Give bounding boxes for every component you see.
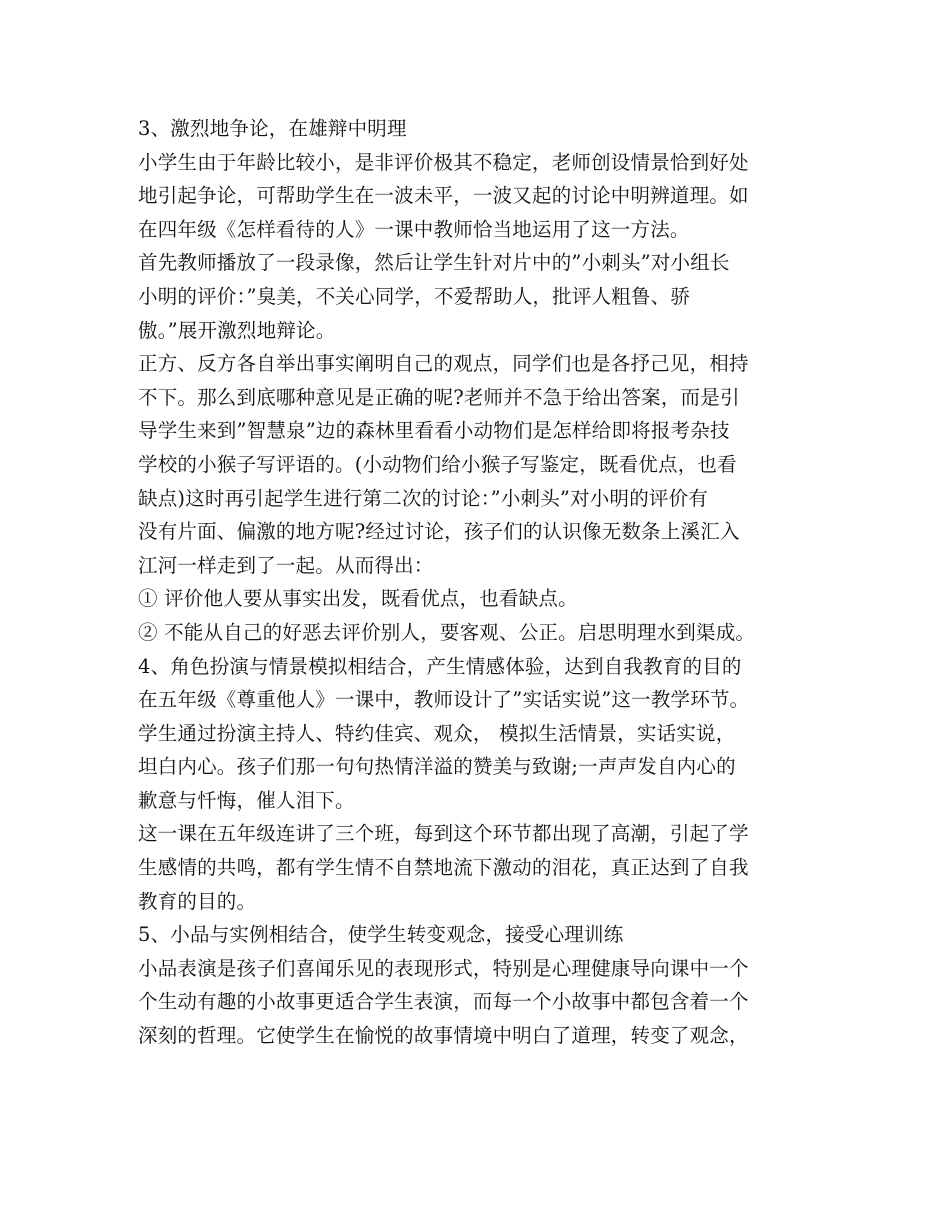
heading-section-3: 3、激烈地争论，在雄辩中明理 [138, 117, 407, 140]
text-line: 地引起争论，可帮助学生在一波未平，一波又起的讨论中明辨道理。如 [138, 184, 749, 208]
text-line: 江河一样走到了一起。从而得出： [138, 553, 434, 577]
text-line: 没有片面、偏激的地方呢?经过讨论，孩子们的认识像无数条上溪汇入 [138, 520, 740, 544]
list-item-2: ② 不能从自己的好恶去评价别人，要客观、公正。启思明理水到渠成。 [138, 620, 756, 644]
text-line: 教育的目的。 [138, 889, 257, 913]
text-line: 缺点)这时再引起学生进行第二次的讨论：”小刺头”对小明的评价有 [138, 486, 708, 510]
heading-section-5: 5、小品与实例相结合，使学生转变观念，接受心理训练 [138, 923, 624, 947]
text-line: 生感情的共鸣，都有学生情不自禁地流下激动的泪花，真正达到了自我 [138, 856, 749, 880]
text-line: 导学生来到”智慧泉”边的森林里看看小动物们是怎样给即将报考杂技 [138, 419, 730, 443]
text-line: 在四年级《怎样看待的人》一课中教师恰当地运用了这一方法。 [138, 217, 690, 241]
list-item-1: ① 评价他人要从事实出发，既看优点，也看缺点。 [138, 587, 578, 611]
text-line: 小学生由于年龄比较小，是非评价极其不稳定，老师创设情景恰到好处 [138, 150, 749, 174]
text-line: 歉意与忏悔，催人泪下。 [138, 788, 355, 812]
text-line: 个生动有趣的小故事更适合学生表演，而每一个小故事中都包含着一个 [138, 990, 749, 1014]
text-line: 学生通过扮演主持人、特约佳宾、观众， 模拟生活情景，实话实说， [138, 721, 736, 745]
text-line: 首先教师播放了一段录像，然后让学生针对片中的”小刺头”对小组长 [138, 251, 730, 275]
text-line: 小明的评价：”臭美，不关心同学，不爱帮助人，批评人粗鲁、骄 [138, 284, 691, 308]
text-line: 傲。”展开激烈地辩论。 [138, 318, 336, 342]
text-line: 这一课在五年级连讲了三个班，每到这个环节都出现了高潮，引起了学 [138, 822, 749, 846]
text-line: 坦白内心。孩子们那一句句热情洋溢的赞美与致谢;一声声发自内心的 [138, 755, 736, 779]
text-line: 不下。那么到底哪种意见是正确的呢?老师并不急于给出答案，而是引 [138, 385, 740, 409]
text-line: 深刻的哲理。它使学生在愉悦的故事情境中明白了道理，转变了观念， [138, 1024, 749, 1048]
heading-section-4: 4、角色扮演与情景模拟相结合，产生情感体验，达到自我教育的目的 [138, 654, 742, 678]
text-line: 正方、反方各自举出事实阐明自己的观点，同学们也是各抒己见，相持 [138, 352, 749, 376]
text-line: 小品表演是孩子们喜闻乐见的表现形式，特别是心理健康导向课中一个 [138, 956, 749, 980]
text-line: 学校的小猴子写评语的。(小动物们给小猴子写鉴定，既看优点，也看 [138, 452, 737, 476]
document-body [138, 112, 838, 1053]
text-line: 在五年级《尊重他人》一课中，教师设计了”实话实说”这一教学环节。 [138, 688, 750, 712]
